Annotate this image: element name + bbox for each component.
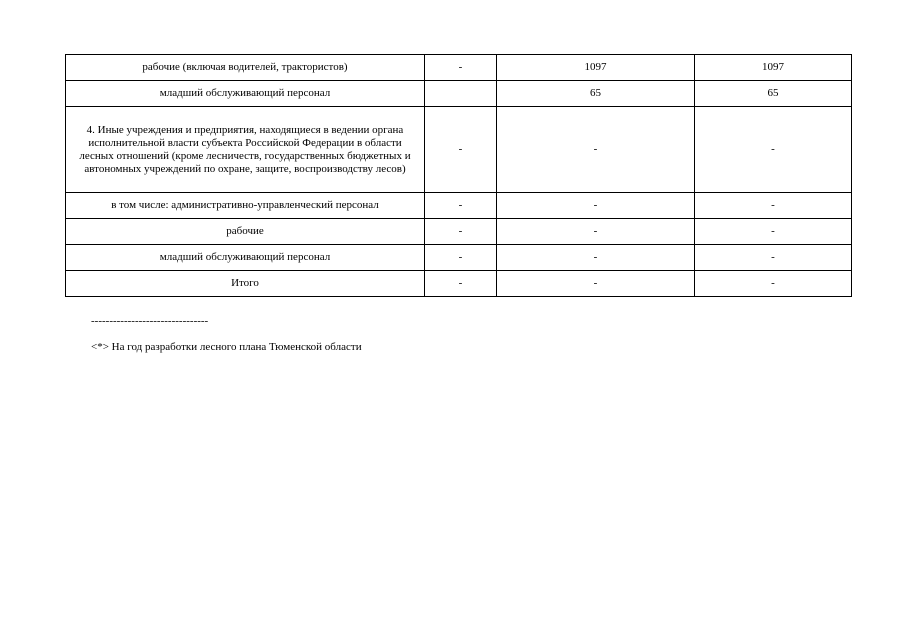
row-label: Итого <box>66 271 425 297</box>
cell-col2: - <box>425 245 497 271</box>
cell-col2: - <box>425 55 497 81</box>
table-row <box>66 271 852 297</box>
row-label: младший обслуживающий персонал <box>66 245 425 271</box>
cell-col4: 1097 <box>695 55 852 81</box>
cell-col3: - <box>497 107 695 193</box>
cell-col3: 1097 <box>497 55 695 81</box>
cell-col4: - <box>695 219 852 245</box>
table-row <box>66 193 852 219</box>
table-row <box>66 245 852 271</box>
cell-col4: 65 <box>695 81 852 107</box>
row-label: младший обслуживающий персонал <box>66 81 425 107</box>
row-label: 4. Иные учреждения и предприятия, находящиеся в ведении органа исполнительной власти субъекта Российской Федерации в области лесных отношений (кроме лесничеств, государственных бюджетных и автономных учреждений по охране, защите, воспроизводству лесов) <box>66 107 425 193</box>
staff-table <box>65 54 852 297</box>
row-label: рабочие (включая водителей, трактористов) <box>66 55 425 81</box>
row-label: рабочие <box>66 219 425 245</box>
footnote-text: <*> На год разработки лесного плана Тюменской области <box>91 341 362 353</box>
row-label: в том числе: административно-управленческий персонал <box>66 193 425 219</box>
table-row <box>66 107 852 193</box>
table-row <box>66 55 852 81</box>
footnote-separator: -------------------------------- <box>91 315 209 327</box>
cell-col3: 65 <box>497 81 695 107</box>
cell-col2: - <box>425 219 497 245</box>
cell-col3: - <box>497 271 695 297</box>
table-row <box>66 81 852 107</box>
cell-col2: - <box>425 271 497 297</box>
cell-col2: - <box>425 107 497 193</box>
cell-col3: - <box>497 219 695 245</box>
table-row <box>66 219 852 245</box>
cell-col4: - <box>695 107 852 193</box>
cell-col4: - <box>695 245 852 271</box>
cell-col2: - <box>425 193 497 219</box>
cell-col3: - <box>497 193 695 219</box>
cell-col3: - <box>497 245 695 271</box>
cell-col2 <box>425 81 497 107</box>
cell-col4: - <box>695 271 852 297</box>
cell-col4: - <box>695 193 852 219</box>
